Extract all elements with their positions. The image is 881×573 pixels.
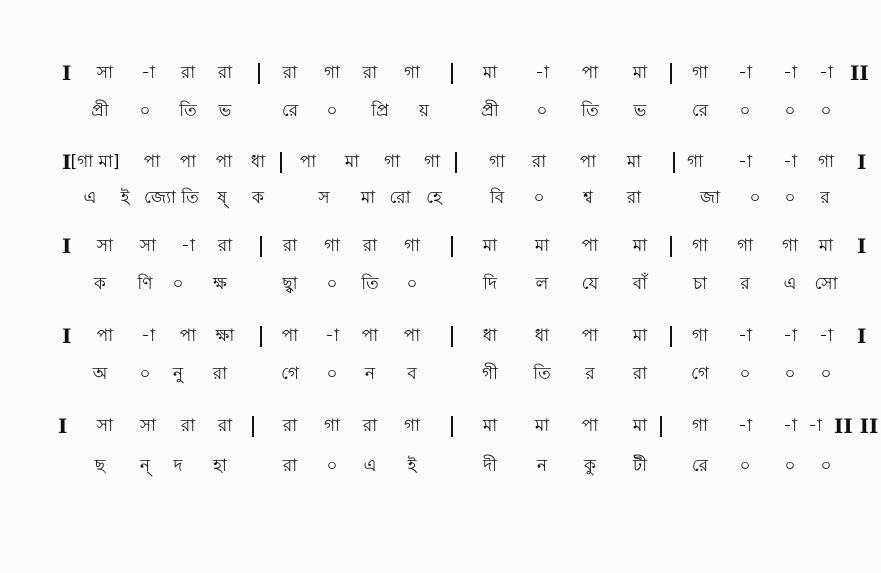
swara-note: রা	[362, 63, 378, 83]
swara-note: মা	[482, 236, 498, 256]
lyric-syllable: ০	[533, 188, 545, 208]
lyric-syllable: ০	[326, 274, 338, 294]
lyric-syllable: ক্ষ	[213, 274, 227, 294]
swara-note: -া	[325, 326, 339, 346]
lyric-syllable: ০	[326, 101, 338, 121]
lyric-syllable: ০	[139, 101, 151, 121]
lyric-syllable: ব	[407, 364, 417, 384]
swara-note: পা	[96, 326, 114, 346]
swara-note: -া	[141, 326, 155, 346]
measure-bar	[258, 63, 260, 84]
swara-note: মা	[534, 236, 550, 256]
row-end-mark: I	[857, 324, 867, 348]
swara-row-5	[0, 411, 881, 441]
swara-note: [গা মা]	[70, 152, 120, 172]
lyric-syllable: ০	[784, 456, 796, 476]
swara-note: পা	[143, 152, 161, 172]
lyric-syllable: স	[318, 188, 330, 208]
swara-note: গা	[403, 236, 421, 256]
lyric-syllable: ছ	[94, 456, 106, 476]
swara-note: সা	[139, 416, 157, 436]
lyric-syllable: ০	[139, 364, 151, 384]
lyric-syllable: ই	[407, 456, 417, 476]
lyric-syllable: চা	[692, 274, 708, 294]
lyric-syllable: ০	[739, 364, 751, 384]
swara-note: -া	[738, 63, 752, 83]
swara-note: মা	[482, 416, 498, 436]
lyric-row-1	[0, 96, 881, 126]
swara-note: পা	[179, 152, 197, 172]
swara-note: -া	[819, 63, 833, 83]
swara-row-1	[0, 58, 881, 88]
lyric-syllable: ন	[536, 456, 548, 476]
swara-note: মা	[482, 63, 498, 83]
swara-note: পা	[579, 152, 597, 172]
swara-note: রা	[217, 63, 233, 83]
lyric-syllable: শ্ব	[583, 188, 593, 208]
lyric-syllable: বি	[489, 188, 505, 208]
measure-bar	[260, 236, 262, 257]
swara-note: রা	[180, 416, 196, 436]
swara-note: রা	[282, 236, 298, 256]
lyric-syllable: ০	[749, 188, 761, 208]
swara-note: মা	[534, 416, 550, 436]
lyric-syllable: এ	[83, 188, 97, 208]
lyric-row-2	[0, 183, 881, 213]
lyric-syllable: রে	[691, 101, 709, 121]
swara-note: মা	[626, 152, 642, 172]
row-start-mark: I	[62, 150, 72, 174]
swara-note: পা	[179, 326, 197, 346]
measure-bar	[670, 326, 672, 347]
measure-bar	[670, 236, 672, 257]
swara-note: -া	[738, 152, 752, 172]
lyric-syllable: কু	[584, 456, 596, 476]
swara-note: গা	[781, 236, 799, 256]
swara-note: রা	[180, 63, 196, 83]
lyric-syllable: এ	[363, 456, 377, 476]
lyric-syllable: ০	[784, 188, 796, 208]
lyric-syllable: রে	[691, 456, 709, 476]
measure-bar	[451, 236, 453, 257]
swara-note: -া	[819, 326, 833, 346]
measure-bar	[280, 152, 282, 173]
lyric-syllable: ০	[820, 456, 832, 476]
lyric-syllable: ভ	[633, 101, 647, 121]
lyric-syllable: রা	[626, 188, 642, 208]
swara-note: রা	[217, 236, 233, 256]
measure-bar	[451, 326, 453, 347]
lyric-syllable: ০	[536, 101, 548, 121]
swara-note: -া	[783, 416, 797, 436]
swara-note: গা	[423, 152, 441, 172]
lyric-syllable: গে	[280, 364, 300, 384]
lyric-syllable: রে	[281, 101, 299, 121]
swara-note: পা	[361, 326, 379, 346]
row-start-mark: I	[58, 414, 68, 438]
measure-bar	[451, 63, 453, 84]
lyric-syllable: গী	[481, 364, 499, 384]
lyric-syllable: ০	[739, 101, 751, 121]
measure-bar	[455, 152, 457, 173]
row-start-mark: I	[62, 324, 72, 348]
swara-note: সা	[96, 416, 114, 436]
swara-note: রা	[362, 416, 378, 436]
lyric-syllable: প্রী	[481, 101, 499, 121]
lyric-syllable: রা	[282, 456, 298, 476]
swara-note: ক্ষা	[215, 326, 235, 346]
swara-note: -া	[783, 152, 797, 172]
row-start-mark: I	[62, 61, 72, 85]
lyric-syllable: র	[585, 364, 595, 384]
swara-note: গা	[403, 63, 421, 83]
swara-note: মা	[632, 416, 648, 436]
swara-note: গা	[736, 236, 754, 256]
swara-note: ধা	[534, 326, 550, 346]
row-end-mark: II II	[834, 414, 879, 438]
row-start-mark: I	[62, 234, 72, 258]
lyric-syllable: ক	[252, 188, 264, 208]
lyric-syllable: নু	[172, 364, 184, 384]
lyric-syllable: ০	[739, 456, 751, 476]
lyric-syllable: হে	[426, 188, 442, 208]
lyric-syllable: প্রি	[371, 101, 389, 121]
swara-note: পা	[581, 63, 599, 83]
swara-note: গা	[323, 63, 341, 83]
lyric-syllable: রা	[212, 364, 228, 384]
lyric-syllable: ষ্	[217, 188, 227, 208]
swara-note: -া	[783, 63, 797, 83]
lyric-syllable: ০	[326, 456, 338, 476]
swara-note: মা	[818, 236, 834, 256]
measure-bar	[260, 326, 262, 347]
lyric-syllable: তি	[533, 364, 551, 384]
swara-note: পা	[581, 326, 599, 346]
lyric-syllable: ন্	[139, 456, 151, 476]
swara-note: -া	[535, 63, 549, 83]
swara-note: পা	[299, 152, 317, 172]
swara-note: -া	[738, 326, 752, 346]
swara-note: গা	[323, 416, 341, 436]
swara-note: গা	[691, 416, 709, 436]
lyric-syllable: ণি	[137, 274, 153, 294]
lyric-syllable: ০	[172, 274, 184, 294]
lyric-syllable: জা	[699, 188, 721, 208]
row-end-mark: I	[857, 150, 867, 174]
lyric-row-3	[0, 269, 881, 299]
swara-note: গা	[323, 236, 341, 256]
lyric-syllable: ভ	[218, 101, 232, 121]
lyric-syllable: মা	[360, 188, 376, 208]
lyric-syllable: এ	[783, 274, 797, 294]
measure-bar	[252, 416, 254, 437]
swara-note: রা	[282, 416, 298, 436]
swara-note: গা	[691, 326, 709, 346]
swara-note: গা	[686, 152, 704, 172]
swara-note: পা	[215, 152, 233, 172]
measure-bar	[673, 152, 675, 173]
lyric-syllable: তি	[181, 188, 199, 208]
swara-note: গা	[383, 152, 401, 172]
measure-bar	[670, 63, 672, 84]
measure-bar	[660, 416, 662, 437]
lyric-syllable: তি	[361, 274, 379, 294]
swara-note: মা	[632, 236, 648, 256]
lyric-row-4	[0, 359, 881, 389]
swara-note: গা	[488, 152, 506, 172]
lyric-syllable: ল	[535, 274, 549, 294]
swara-note: ধা	[250, 152, 266, 172]
lyric-syllable: টী	[632, 456, 648, 476]
swara-note: পা	[581, 236, 599, 256]
swara-row-3	[0, 231, 881, 261]
swara-note: পা	[281, 326, 299, 346]
swara-note: গা	[691, 63, 709, 83]
lyric-syllable: জ্যো	[144, 188, 176, 208]
lyric-syllable: বাঁ	[632, 274, 648, 294]
swara-note: পা	[581, 416, 599, 436]
lyric-syllable: ক	[94, 274, 106, 294]
lyric-syllable: ছ্বা	[282, 274, 298, 294]
lyric-syllable: প্রী	[91, 101, 109, 121]
lyric-syllable: সো	[814, 274, 838, 294]
swara-note: -া	[181, 236, 195, 256]
swara-note: সা	[96, 236, 114, 256]
lyric-syllable: যে	[581, 274, 599, 294]
lyric-syllable: গে	[690, 364, 710, 384]
lyric-syllable: ০	[784, 364, 796, 384]
swara-note: সা	[96, 63, 114, 83]
lyric-syllable: ০	[784, 101, 796, 121]
swara-note: গা	[403, 416, 421, 436]
lyric-syllable: দ	[173, 456, 183, 476]
lyric-syllable: র	[740, 274, 750, 294]
swara-note: -া	[738, 416, 752, 436]
row-end-mark: II	[850, 61, 869, 85]
swara-note: রা	[217, 416, 233, 436]
swara-note: -া	[783, 326, 797, 346]
swara-note: মা	[344, 152, 360, 172]
swara-note: -া	[141, 63, 155, 83]
lyric-syllable: অ	[92, 364, 108, 384]
lyric-syllable: রো	[389, 188, 411, 208]
lyric-syllable: ০	[820, 101, 832, 121]
swara-note: পা	[403, 326, 421, 346]
swara-note: গা	[691, 236, 709, 256]
swara-note: মা	[632, 63, 648, 83]
swara-note: মা	[632, 326, 648, 346]
swara-note: ধা	[482, 326, 498, 346]
lyric-syllable: হা	[213, 456, 227, 476]
row-end-mark: I	[857, 234, 867, 258]
lyric-row-5	[0, 451, 881, 481]
lyric-syllable: ন	[364, 364, 376, 384]
swara-note: রা	[282, 63, 298, 83]
lyric-syllable: রা	[632, 364, 648, 384]
lyric-syllable: তি	[581, 101, 599, 121]
swara-note: -া	[808, 416, 822, 436]
measure-bar	[451, 416, 453, 437]
lyric-syllable: তি	[179, 101, 197, 121]
swara-note: রা	[362, 236, 378, 256]
lyric-syllable: দী	[483, 456, 497, 476]
swara-row-4	[0, 321, 881, 351]
swara-note: সা	[139, 236, 157, 256]
swara-note: গা	[817, 152, 835, 172]
lyric-syllable: য়	[418, 101, 430, 121]
swara-row-2	[0, 147, 881, 177]
lyric-syllable: দি	[483, 274, 497, 294]
lyric-syllable: ০	[820, 364, 832, 384]
lyric-syllable: ০	[326, 364, 338, 384]
lyric-syllable: ০	[406, 274, 418, 294]
lyric-syllable: ই	[120, 188, 130, 208]
lyric-syllable: র	[820, 188, 830, 208]
swara-note: রা	[531, 152, 547, 172]
